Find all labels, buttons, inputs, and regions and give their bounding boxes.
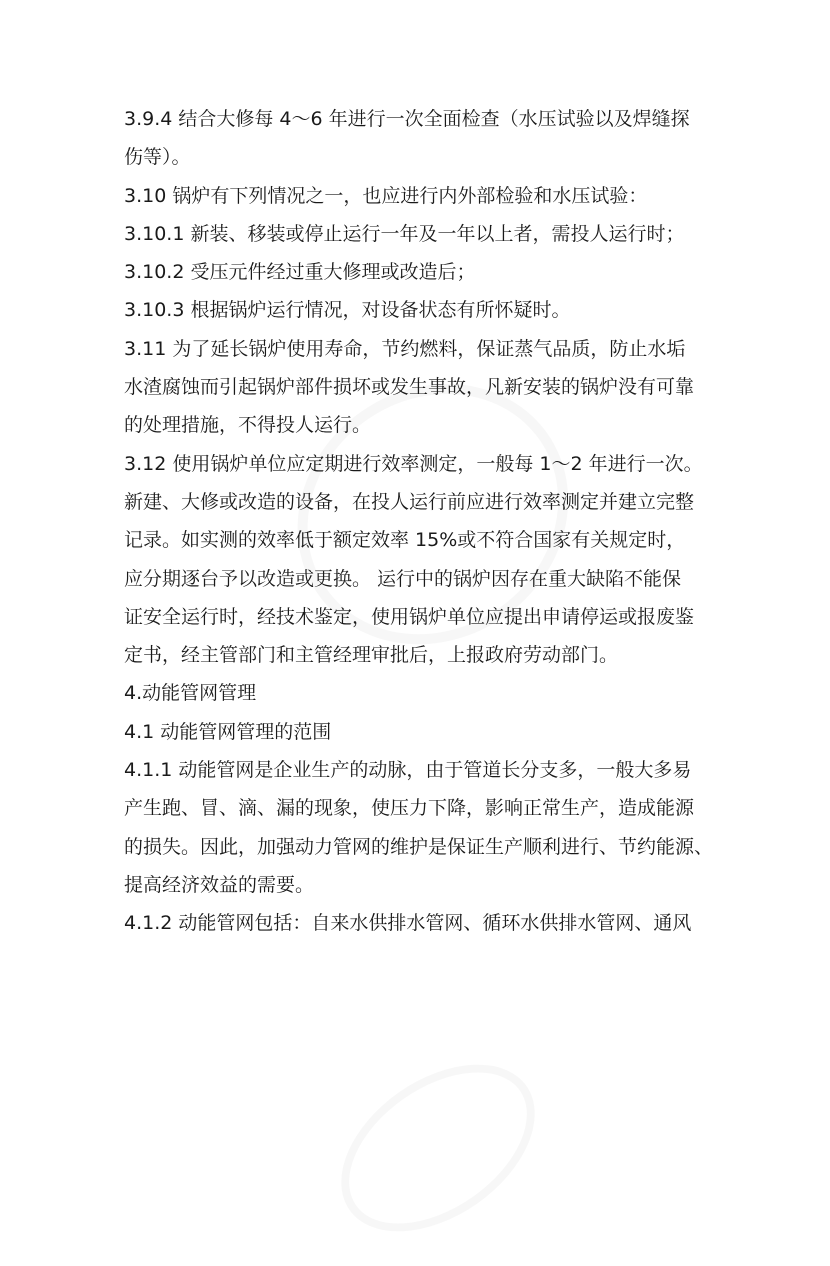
text-line: 定书，经主管部门和主管经理审批后，上报政府劳动部门。 [124,644,619,667]
text-line: 3.10.2 受压元件经过重大修理或改造后； [124,261,476,284]
text-line: 3.10.3 根据锅炉运行情况，对设备状态有所怀疑时。 [124,299,571,322]
text-line: 产生跑、冒、滴、漏的现象，使压力下降，影响正常生产，造成能源 [124,797,695,820]
text-line: 的处理措施，不得投人运行。 [124,414,372,437]
text-line: 3.10.1 新装、移装或停止运行一年及一年以上者，需投人运行时； [124,222,685,245]
text-line: 水渣腐蚀而引起锅炉部件损坏或发生事故，凡新安装的锅炉没有可靠 [124,376,695,399]
document-body [124,100,724,943]
text-line: 的损失。因此，加强动力管网的维护是保证生产顺利进行、节约能源、 [124,835,714,858]
text-line: 3.12 使用锅炉单位应定期进行效率测定，一般每 1～2 年进行一次。 [124,452,703,475]
text-line: 3.10 锅炉有下列情况之一，也应进行内外部检验和水压试验： [124,184,648,207]
text-line: 提高经济效益的需要。 [124,873,315,896]
text-line: 新建、大修或改造的设备，在投人运行前应进行效率测定并建立完整 [124,490,695,513]
text-line: 伤等）。 [124,146,191,169]
text-line: 3.9.4 结合大修每 4～6 年进行一次全面检查（水压试验以及焊缝探 [124,108,690,130]
subsection-heading: 4.1 动能管网管理的范围 [124,720,332,743]
text-line: 4.1.1 动能管网是企业生产的动脉，由于管道长分支多，一般大多易 [124,759,692,782]
text-line: 证安全运行时，经技术鉴定，使用锅炉单位应提出申请停运或报废鉴 [124,605,695,628]
section-heading: 4.动能管网管理 [124,682,257,705]
text-line: 记录。如实测的效率低于额定效率 15%或不符合国家有关规定时， [124,529,686,552]
watermark-stamp [311,1030,566,1265]
text-line: 4.1.2 动能管网包括：自来水供排水管网、循环水供排水管网、通风 [124,912,692,935]
text-line: 应分期逐台予以改造或更换。 运行中的锅炉因存在重大缺陷不能保 [124,567,682,590]
text-line: 3.11 为了延长锅炉使用寿命，节约燃料，保证蒸气品质，防止水垢 [124,337,686,360]
